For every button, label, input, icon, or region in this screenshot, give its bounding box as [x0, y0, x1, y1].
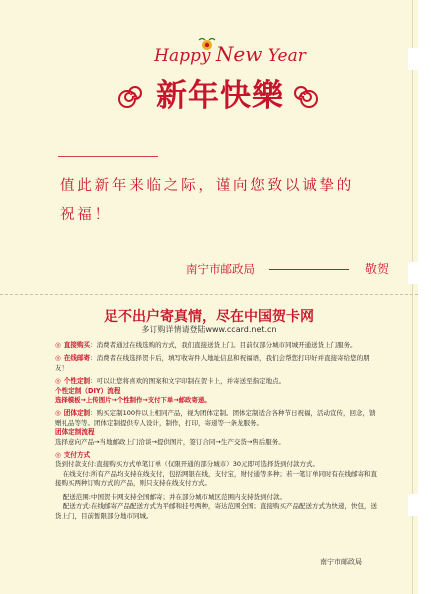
- bullet-icon: ◎: [55, 341, 61, 349]
- diy-text: ：可以让您将喜欢的图案和文字印制在贺卡上，并寄送至指定地点。: [90, 377, 286, 386]
- group-title: ◎ 团体定制: [55, 409, 91, 418]
- sender-name: 南宁市邮政局: [186, 262, 255, 276]
- online-text: ：消费者在线选择贺卡后，填写收寄件人地址信息和祝福语，我们会帮您打印好并直接寄给您的朋友！: [55, 354, 370, 372]
- diy-flow: 选择模板→上传图片→个性制作→支付下单→邮政寄递。: [55, 396, 211, 405]
- promo-website: 多订购详情请登陆www.ccard.net.cn: [141, 325, 277, 334]
- card-slot-top: [408, 48, 418, 70]
- section-online: [55, 354, 377, 373]
- bullet-icon: ◎: [55, 354, 61, 363]
- greeting-message: 值此新年来临之际，谨向您致以诚挚的祝福！: [60, 178, 355, 223]
- direct-title: ◎ 直接购买: [55, 341, 91, 349]
- delivery-range: 配送范围:中国贺卡网支持全国邮寄；并在部分城市城区范围内支持货到付款。: [62, 492, 286, 501]
- swirl-left-icon: [118, 82, 144, 108]
- new-word: New: [215, 42, 263, 66]
- section-payment: [55, 451, 377, 489]
- bullet-icon: ◎: [55, 451, 61, 460]
- section-group: [55, 409, 377, 447]
- online-title: ◎ 在线邮寄: [55, 354, 91, 363]
- signature-blank: [269, 269, 349, 270]
- bullet-icon: ◎: [55, 409, 61, 418]
- greeting-signature: [186, 260, 390, 277]
- swirl-right-icon: [292, 82, 318, 108]
- recipient-line: [58, 156, 158, 157]
- year-word: Year: [267, 46, 306, 66]
- card-right-margin: [418, 0, 431, 594]
- section-delivery: [55, 493, 377, 521]
- footer-signature: 南宁市邮政局: [320, 558, 362, 566]
- promo-slogan: 足不出户寄真情，尽在中国贺卡网: [104, 309, 314, 325]
- payment-online: 在线支付:所有产品均支持在线支付，包括网银在线，支付宝，财付通等多种；若一笔订单同时有在线邮寄和直接购买两种订购方式的产品，则只支持在线支付方式。: [55, 469, 377, 488]
- group-text: ：购买定制100件以上相同产品，视为团体定制。团体定制适合各种节日祝福，活动宣传，回念，馈赠礼品等等。团体定制提供专人设计，制作，打印，寄递等一条龙服务。: [55, 409, 376, 427]
- happy-word: Happy: [154, 46, 211, 66]
- section-direct: [55, 341, 377, 350]
- payment-title: ◎ 支付方式: [55, 451, 91, 460]
- perforation-line: [0, 294, 418, 295]
- bullet-icon: ◎: [55, 377, 61, 386]
- happy-new-year-heading: [130, 42, 330, 66]
- closing-text: 敬贺: [365, 262, 390, 276]
- group-flow: 选择意向产品→当地邮政上门洽谈→提供图片，签订合同→生产交货→售后服务。: [55, 437, 285, 446]
- group-flow-title: 团体定制流程: [55, 428, 95, 437]
- direct-text: ：消费者通过在线选购的方式，我们直接送货上门。目前仅部分城市同城开通送货上门服务。: [90, 341, 357, 349]
- payment-cod: 货到付款支付:直接购买方式单笔订单（仅限开通的部分城市）30元即可选择货到付款方式。: [55, 460, 319, 469]
- diy-title: ◎ 个性定制: [55, 377, 91, 386]
- card-slot-middle: [408, 262, 418, 284]
- diy-flow-title: 个性定制（DIY）流程: [55, 386, 121, 395]
- service-info: [55, 341, 377, 525]
- card-slot-bottom: [408, 494, 418, 516]
- delivery-method: 配送方式:在线邮寄产品配送方式为平邮和挂号两种，寄达范围全国；直接购买产品配送方式为快递，快包，送货上门，目前暂限部分地市同城。: [55, 502, 377, 520]
- chinese-new-year-title: 新年快樂: [156, 78, 284, 114]
- section-diy: [55, 377, 377, 405]
